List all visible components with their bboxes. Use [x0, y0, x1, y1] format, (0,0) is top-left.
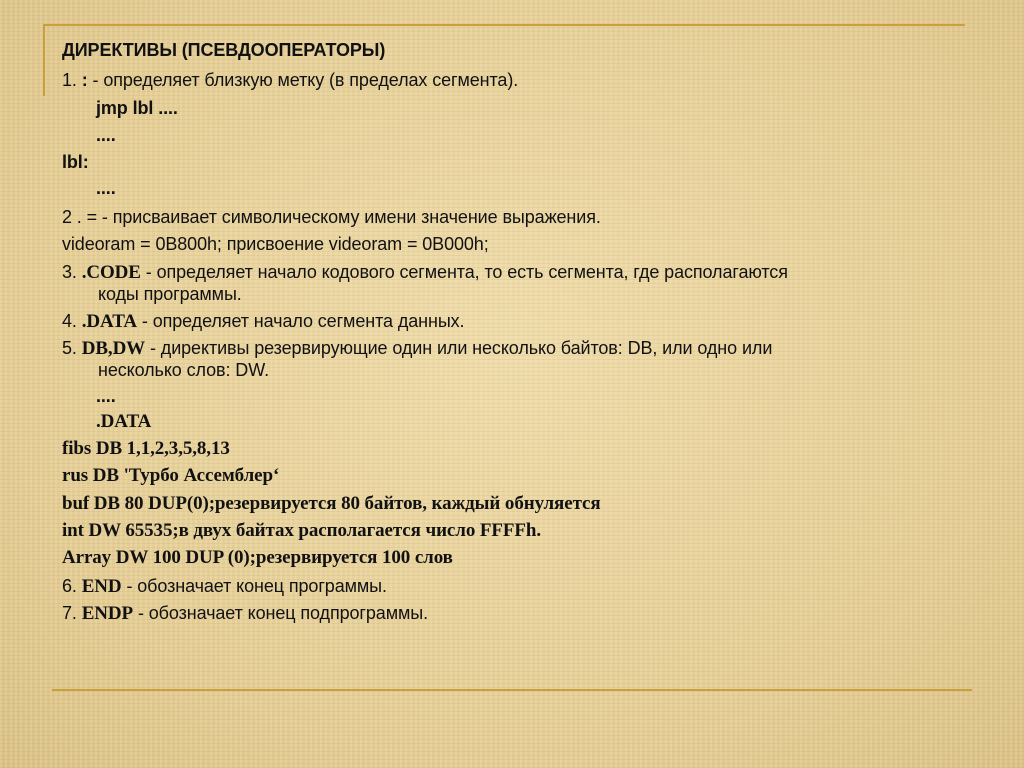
code-label: lbl: — [62, 152, 89, 172]
code-fibs: fibs DB 1,1,2,3,5,8,13 — [62, 438, 230, 459]
slide-title: ДИРЕКТИВЫ (ПСЕВДООПЕРАТОРЫ) — [62, 40, 386, 60]
code-dots-1: .... — [96, 125, 116, 145]
code-rus: rus DB 'Турбо Ассемблер‘ — [62, 465, 280, 486]
code-dots-2: .... — [96, 178, 116, 198]
item-2: 2 . = - присваивает символическому имени значение выражения. — [62, 207, 601, 227]
item-3-cont: коды программы. — [98, 284, 242, 304]
code-data-directive: .DATA — [96, 411, 152, 432]
item-5: 5. DB,DW - директивы резервирующие один или несколько байтов: DB, или одно или — [62, 338, 773, 359]
item-4: 4. .DATA - определяет начало сегмента данных. — [62, 311, 465, 332]
code-jmp: jmp lbl .... — [96, 98, 178, 118]
item-1: 1. : - определяет близкую метку (в пределах сегмента). — [62, 70, 519, 90]
item-3: 3. .CODE - определяет начало кодового сегмента, то есть сегмента, где располагаются — [62, 262, 788, 283]
videoram-line: videoram = 0B800h; присвоение videoram = 0B000h; — [62, 234, 489, 254]
code-array: Array DW 100 DUP (0);резервируется 100 слов — [62, 547, 453, 568]
code-dots-3: .... — [96, 386, 116, 406]
item-5-cont: несколько слов: DW. — [98, 360, 269, 380]
item-7: 7. ENDP - обозначает конец подпрограммы. — [62, 603, 428, 624]
code-buf: buf DB 80 DUP(0);резервируется 80 байтов, каждый обнуляется — [62, 493, 601, 514]
item-6: 6. END - обозначает конец программы. — [62, 576, 387, 597]
code-int: int DW 65535;в двух байтах располагается число FFFFh. — [62, 520, 542, 541]
